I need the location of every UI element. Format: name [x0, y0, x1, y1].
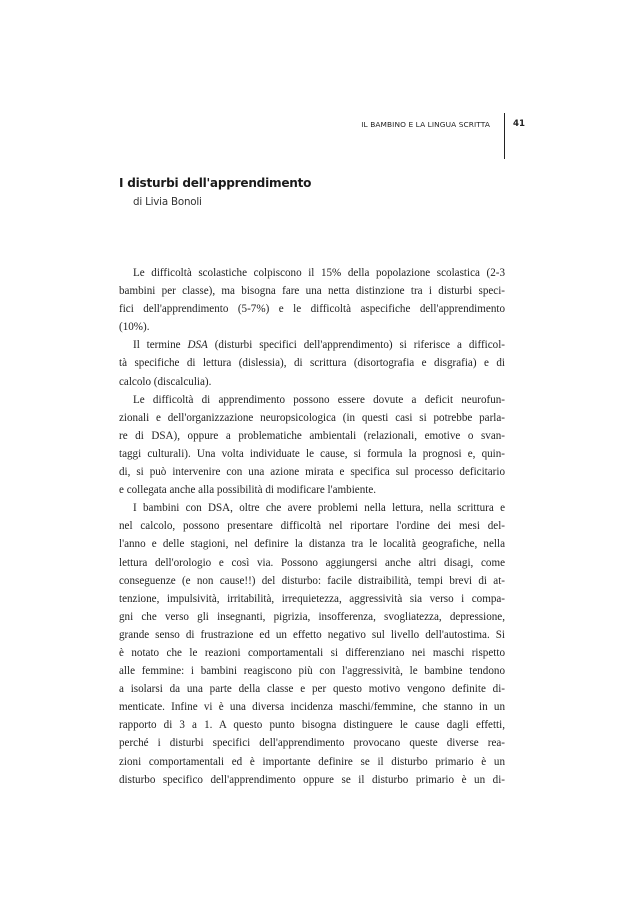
text-line: a isolarsi da una parte della classe e per questo motivo vengono definite di- — [119, 683, 505, 696]
text-line: disturbo specifico dell'apprendimento oppure se il disturbo primario è un di- — [119, 773, 505, 786]
text-line: grande senso di frustrazione ed un effetto negativo sul livello dell'autostima. Si — [119, 628, 505, 641]
text-line: gni che verso gli insegnanti, pigrizia, insofferenza, svogliatezza, depressione, — [119, 610, 505, 623]
text-line: e collegata anche alla possibilità di modificare l'ambiente. — [119, 484, 377, 497]
text-line: zionali e dell'organizzazione neuropsicologica (in questi casi si potrebbe parla- — [119, 411, 505, 424]
text-line: rapporto di 3 a 1. A questo punto bisogna distinguere le cause dagli effetti, — [119, 719, 505, 732]
text-line: Il termine DSA (disturbi specifici dell'apprendimento) si riferisce a difficol- — [133, 339, 505, 352]
text-line: Le difficoltà scolastiche colpiscono il 15% della popolazione scolastica (2-3 — [133, 267, 505, 279]
text-line: re di DSA), oppure a problematiche ambientali (relazionali, emotive o svan- — [119, 429, 505, 442]
text-line: Le difficoltà di apprendimento possono essere dovute a deficit neurofun- — [133, 393, 505, 406]
text-line: conseguenze (e non cause!!) del disturbo: facile distraibilità, tempi brevi di at- — [119, 574, 505, 587]
text-line: perché i disturbi specifici dell'apprendimento provocano queste diverse rea- — [119, 737, 505, 750]
text-line: I bambini con DSA, oltre che avere problemi nella lettura, nella scrittura e — [133, 502, 505, 515]
text-line: di, si può intervenire con una azione mirata e specifica sul processo deficitario — [119, 466, 505, 479]
text-line: lettura dell'orologio e così via. Possono aggiungersi anche altri disagi, come — [119, 556, 505, 569]
chapter-title: I disturbi dell'apprendimento — [119, 176, 312, 190]
text-line: l'anno e delle stagioni, nel definire la distanza tra le località geografiche, nella — [119, 538, 505, 551]
body-text — [119, 264, 505, 789]
author-byline: di Livia Bonoli — [133, 196, 202, 208]
text-line: è notato che le reazioni comportamentali si differenziano nei maschi rispetto — [119, 646, 505, 659]
text-line: tà specifiche di lettura (dislessia), di scrittura (disortografia e disgrafia) e di — [119, 357, 505, 370]
text-line: fici dell'apprendimento (5-7%) e le difficoltà aspecifiche dell'apprendimento — [119, 303, 505, 316]
running-head: IL BAMBINO E LA LINGUA SCRITTA — [361, 120, 490, 129]
text-line: bambini per classe), ma bisogna fare una netta distinzione tra i disturbi speci- — [119, 285, 505, 298]
text-line: (10%). — [119, 321, 150, 334]
text-line: tenzione, impulsività, irritabilità, irrequietezza, aggressività sia verso i compa- — [119, 592, 505, 605]
text-line: alle femmine: i bambini reagiscono più con l'aggressività, le bambine tendono — [119, 665, 505, 678]
header-rule — [504, 113, 505, 159]
text-line: menticate. Infine vi è una diversa incidenza maschi/femmine, che stanno in un — [119, 701, 505, 714]
text-line: calcolo (discalculia). — [119, 375, 212, 388]
text-line: zioni comportamentali ed è importante definire se il disturbo primario è un — [119, 755, 505, 768]
page-number: 41 — [513, 119, 525, 129]
text-line: taggi culturali). Una volta individuate le cause, si formula la prognosi e, quin- — [119, 447, 505, 460]
text-line: nel calcolo, possono presentare difficoltà nel riportare l'ordine dei mesi del- — [119, 520, 505, 533]
